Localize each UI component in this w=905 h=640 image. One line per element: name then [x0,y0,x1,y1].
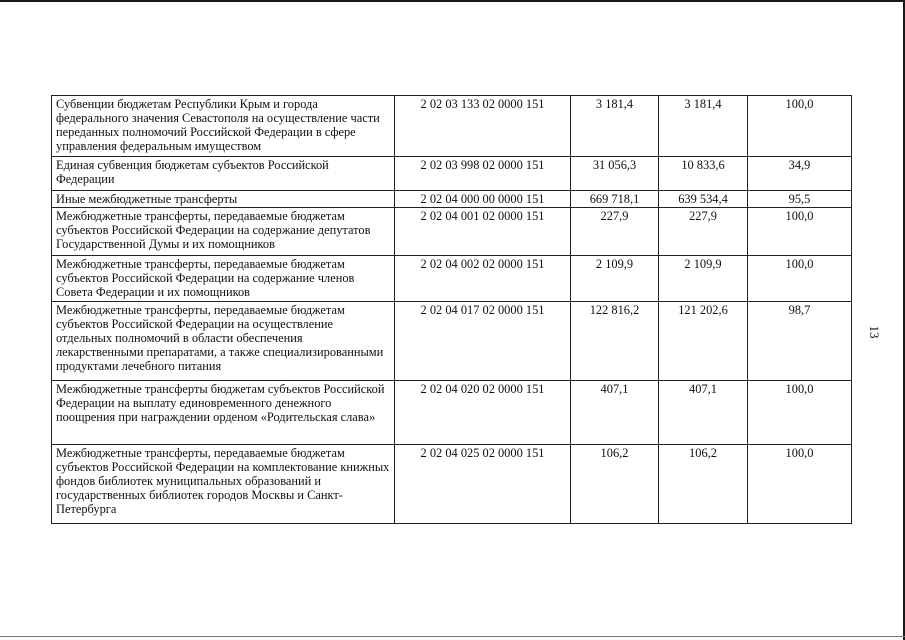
row-name-cell: Межбюджетные трансферты, передаваемые бюджетам субъектов Российской Федерации на комплектование книжных фондов библиотек муниципальных образований и государственных библиотек городов Москвы и Санкт-Петербурга [52,445,395,524]
row-name-cell: Межбюджетные трансферты, передаваемые бюджетам субъектов Российской Федерации на содержание депутатов Государственной Думы и их помощников [52,208,395,256]
table-row [52,191,852,208]
row-plan-cell: 407,1 [571,381,659,445]
row-percent-cell: 100,0 [748,445,852,524]
row-code-cell: 2 02 04 025 02 0000 151 [395,445,571,524]
row-name-cell: Межбюджетные трансферты, передаваемые бюджетам субъектов Российской Федерации на содержание членов Совета Федерации и их помощников [52,256,395,302]
row-code-cell: 2 02 03 998 02 0000 151 [395,157,571,191]
row-percent-cell: 100,0 [748,208,852,256]
row-code-cell: 2 02 04 001 02 0000 151 [395,208,571,256]
row-percent-cell: 98,7 [748,302,852,381]
page-number: 13 [867,325,882,339]
row-plan-cell: 227,9 [571,208,659,256]
row-plan-cell: 669 718,1 [571,191,659,208]
row-name-cell: Межбюджетные трансферты, передаваемые бюджетам субъектов Российской Федерации на осуществление отдельных полномочий в области обеспечения лекарственными препаратами, а также специализированными продуктами лечебного питания [52,302,395,381]
row-actual-cell: 639 534,4 [659,191,748,208]
scan-border-top [0,0,905,2]
table-row [52,256,852,302]
row-name-cell: Иные межбюджетные трансферты [52,191,395,208]
row-plan-cell: 106,2 [571,445,659,524]
row-code-cell: 2 02 03 133 02 0000 151 [395,96,571,157]
row-code-cell: 2 02 04 017 02 0000 151 [395,302,571,381]
row-actual-cell: 227,9 [659,208,748,256]
table-row [52,445,852,524]
table-row [52,302,852,381]
row-actual-cell: 3 181,4 [659,96,748,157]
row-actual-cell: 10 833,6 [659,157,748,191]
row-name-cell: Субвенции бюджетам Республики Крым и города федерального значения Севастополя на осуществление части переданных полномочий Российской Федерации в сфере управления федеральным имуществом [52,96,395,157]
row-plan-cell: 3 181,4 [571,96,659,157]
row-percent-cell: 100,0 [748,381,852,445]
row-plan-cell: 122 816,2 [571,302,659,381]
table-row [52,96,852,157]
row-name-cell: Межбюджетные трансферты бюджетам субъектов Российской Федерации на выплату единовременного денежного поощрения при награждении орденом «Родительская слава» [52,381,395,445]
row-code-cell: 2 02 04 020 02 0000 151 [395,381,571,445]
row-percent-cell: 34,9 [748,157,852,191]
table-row [52,208,852,256]
row-percent-cell: 95,5 [748,191,852,208]
row-name-cell: Единая субвенция бюджетам субъектов Российской Федерации [52,157,395,191]
row-actual-cell: 2 109,9 [659,256,748,302]
budget-table [51,95,852,524]
table-row [52,381,852,445]
row-plan-cell: 31 056,3 [571,157,659,191]
row-percent-cell: 100,0 [748,256,852,302]
row-actual-cell: 106,2 [659,445,748,524]
row-code-cell: 2 02 04 000 00 0000 151 [395,191,571,208]
row-percent-cell: 100,0 [748,96,852,157]
budget-table-body [52,96,852,524]
row-plan-cell: 2 109,9 [571,256,659,302]
scan-border-bottom [0,636,905,637]
row-actual-cell: 407,1 [659,381,748,445]
row-code-cell: 2 02 04 002 02 0000 151 [395,256,571,302]
table-row [52,157,852,191]
row-actual-cell: 121 202,6 [659,302,748,381]
